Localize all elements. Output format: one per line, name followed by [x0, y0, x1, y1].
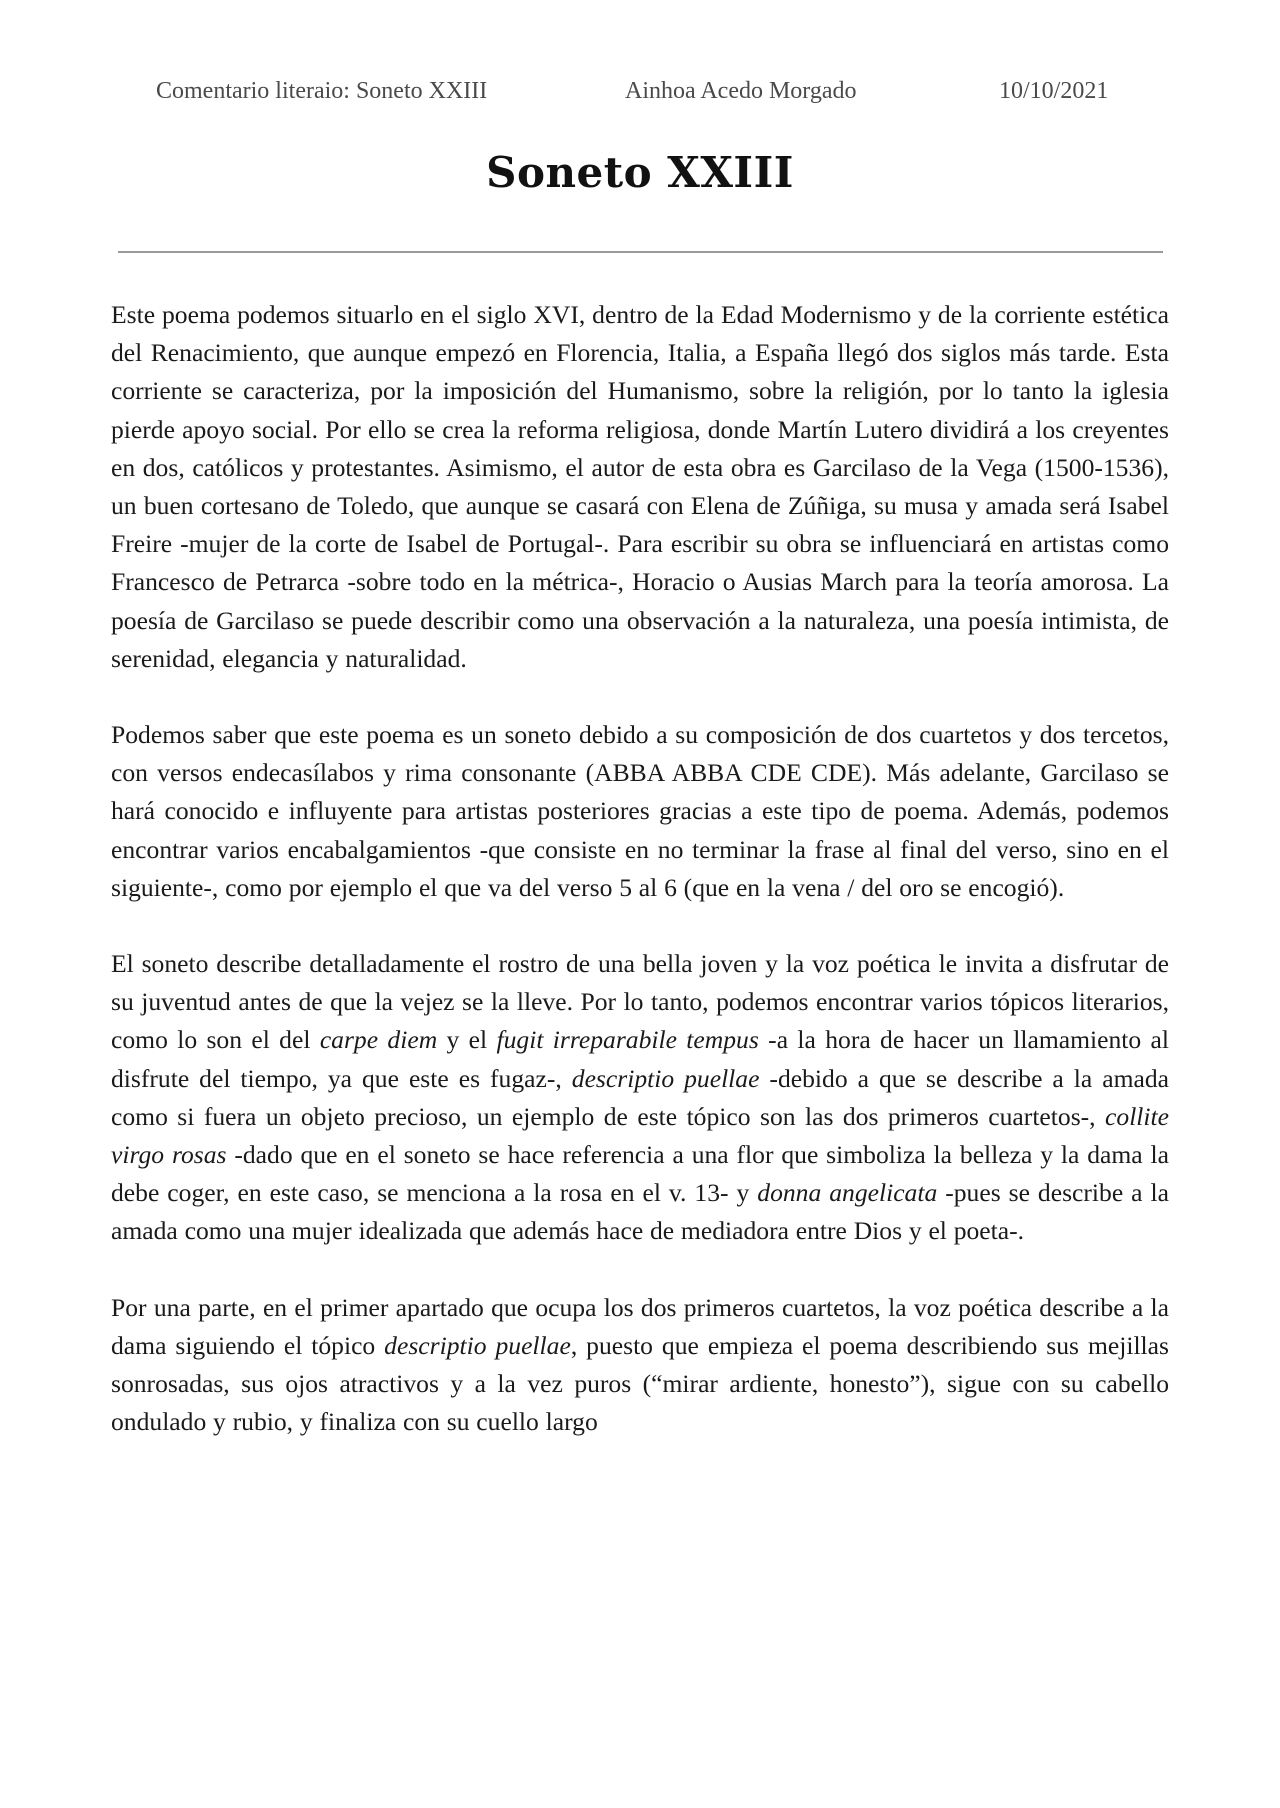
- header-author: Ainhoa Acedo Morgado: [625, 78, 857, 104]
- text-run: y el: [437, 1025, 497, 1055]
- text-run: , puesto que empieza el poema describiendo sus mejillas sonrosadas, sus ojos atractivos y a la vez puros (“mirar ardiente, honesto”), sigue con su cabello ondulado y rubio, y finaliza con su cuello largo: [111, 1330, 1169, 1437]
- italic-term: descriptio puellae: [571, 1063, 760, 1093]
- paragraph-first-section: [111, 1289, 1169, 1442]
- header-date: 10/10/2021: [999, 78, 1109, 104]
- document-body: [111, 296, 1169, 1479]
- italic-term: collite virgo rosas: [111, 1101, 1169, 1170]
- text-run: El soneto describe detalladamente el rostro de una bella joven y la voz poética le invita a disfrutar de su juventud antes de que la vejez se la lleve. Por lo tanto, podemos encontrar varios tópicos literarios, como lo son el del: [111, 949, 1169, 1055]
- paragraph-topics: [111, 945, 1169, 1251]
- paragraph-context: Este poema podemos situarlo en el siglo XVI, dentro de la Edad Modernismo y de la corriente estética del Renacimiento, que aunque empezó en Florencia, Italia, a España llegó dos siglos más tarde. Esta corriente se caracteriza, por la imposición del Humanismo, sobre la religión, por lo tanto la iglesia pierde apoyo social. Por ello se crea la reforma religiosa, donde Martín Lutero dividirá a los creyentes en dos, católicos y protestantes. Asimismo, el autor de esta obra es Garcilaso de la Vega (1500-1536), un buen cortesano de Toledo, que aunque se casará con Elena de Zúñiga, su musa y amada será Isabel Freire -mujer de la corte de Isabel de Portugal-. Para escribir su obra se influenciará en artistas como Francesco de Petrarca -sobre todo en la métrica-, Horacio o Ausias March para la teoría amorosa. La poesía de Garcilaso se puede describir como una observación a la naturaleza, una poesía intimista, de serenidad, elegancia y naturalidad.: [111, 300, 1169, 673]
- italic-term: descriptio puellae: [384, 1330, 571, 1360]
- text-run: Por una parte, en el primer apartado que ocupa los dos primeros cuartetos, la voz poética describe a la dama siguiendo el tópico: [111, 1292, 1169, 1360]
- text-run: -dado que en el soneto se hace referencia a una flor que simboliza la belleza y la dama la debe coger, en este caso, se menciona a la rosa en el v. 13- y: [111, 1140, 1170, 1208]
- page-header: [0, 78, 1280, 114]
- italic-term: fugit irreparabile tempus: [496, 1025, 759, 1055]
- italic-term: carpe diem: [319, 1025, 438, 1055]
- italic-term: donna angelicata: [757, 1178, 938, 1208]
- paragraph-form: Podemos saber que este poema es un soneto debido a su composición de dos cuartetos y dos tercetos, con versos endecasílabos y rima consonante (ABBA ABBA CDE CDE). Más adelante, Garcilaso se hará conocido e influyente para artistas posteriores gracias a este tipo de poema. Además, podemos encontrar varios encabalgamientos -que consiste en no terminar la frase al final del verso, sino en el siguiente-, como por ejemplo el que va del verso 5 al 6 (que en la vena / del oro se encogió).: [111, 720, 1169, 902]
- header-course: Comentario literaio: Soneto XXIII: [156, 78, 488, 104]
- page-title: Soneto XXIII: [486, 148, 794, 197]
- text-run: -a la hora de hacer un llamamiento al disfrute del tiempo, ya que este es fugaz-,: [111, 1025, 1169, 1093]
- title-divider: [118, 251, 1163, 253]
- text-run: -debido a que se describe a la amada como si fuera un objeto precioso, un ejemplo de este tópico son las dos primeros cuartetos-,: [111, 1063, 1169, 1131]
- text-run: -pues se describe a la amada como una mujer idealizada que además hace de mediadora entre Dios y el poeta-.: [111, 1178, 1169, 1246]
